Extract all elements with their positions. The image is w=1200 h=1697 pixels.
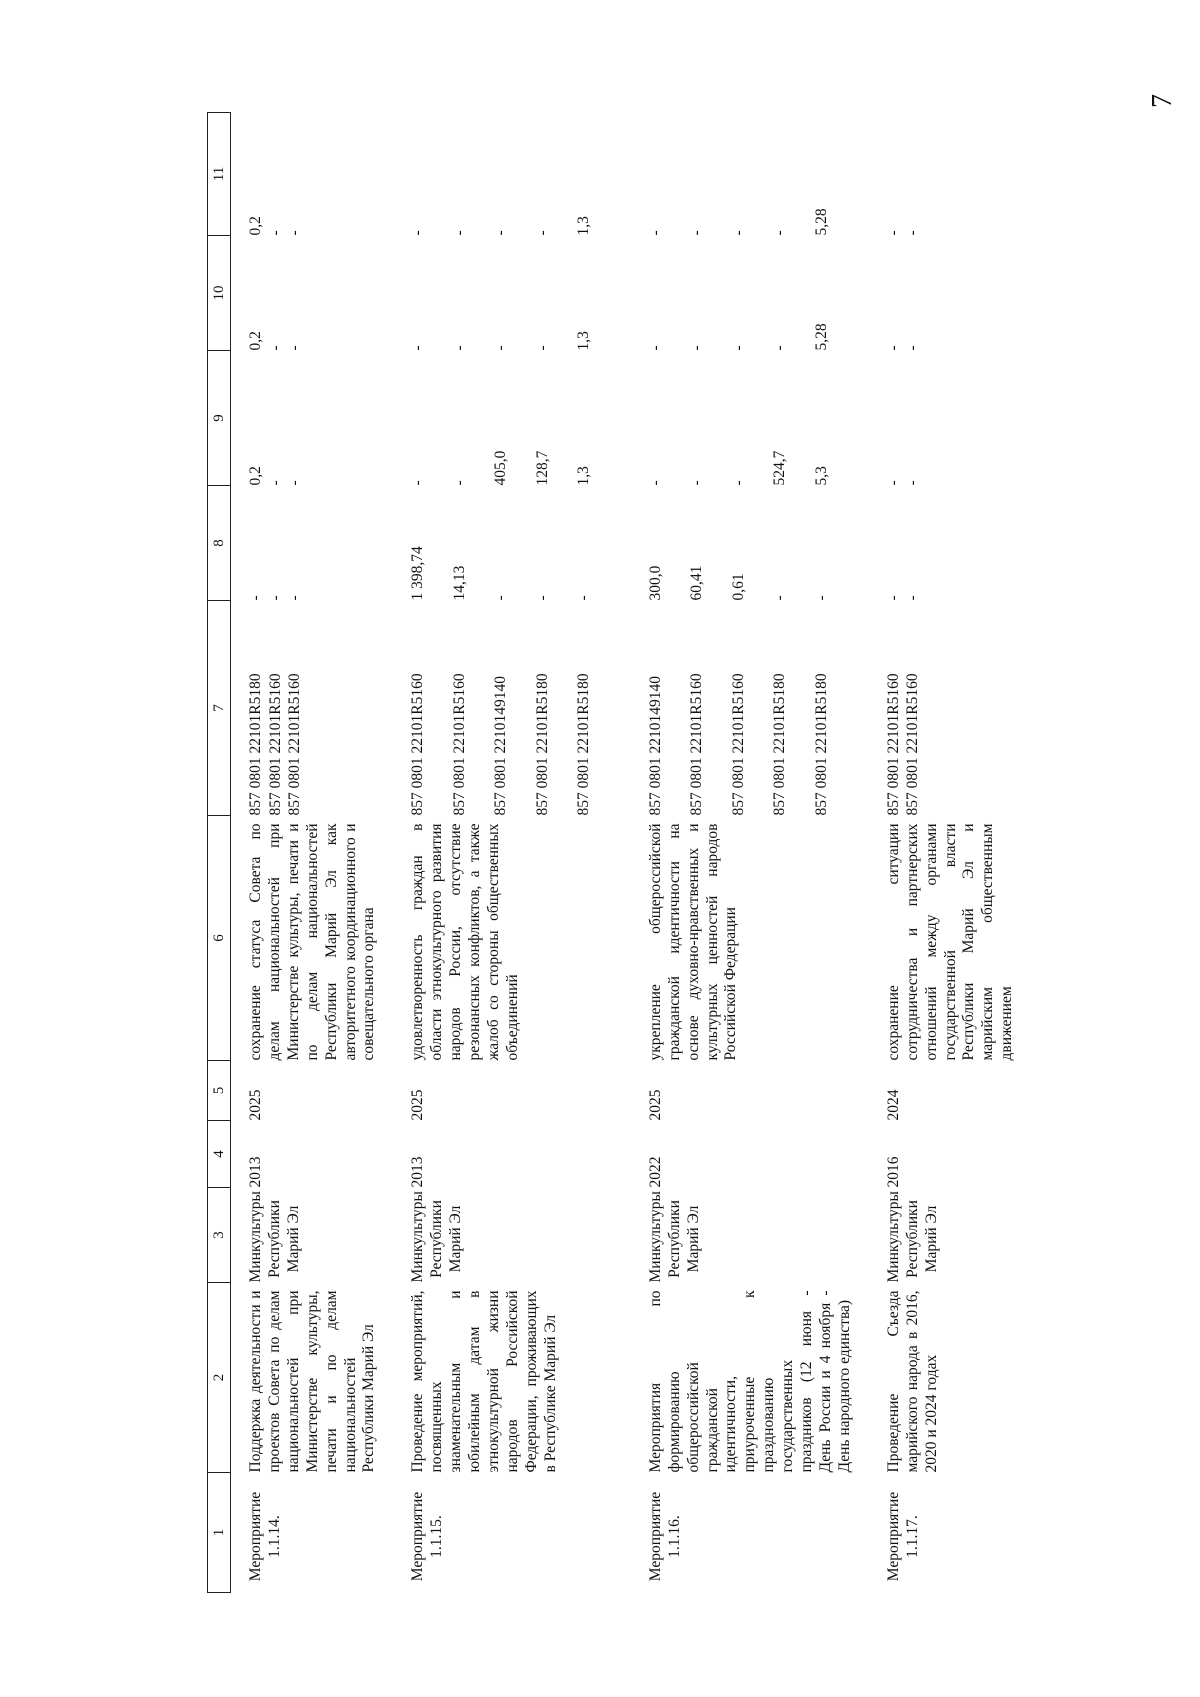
amount-col-8 [231,486,394,601]
budget-codes [869,601,1031,816]
amount-value: - [286,345,303,351]
budget-code: 857 0801 22101R5180 [247,673,264,816]
amount-value: - [729,480,747,486]
budget-code: 857 0801 22101R5160 [904,673,922,816]
col-header-3: 3 [208,1188,231,1283]
budget-code: 857 0801 22101R5180 [812,673,830,816]
budget-code: 857 0801 22101R5180 [771,673,789,816]
activity-name: Поддержка деятельности и проектов Совета по делам национальностей при Министерстве культуры, печати и по делам национальностей Республики Марий Эл [247,1290,378,1473]
amount-col-8 [393,486,631,601]
budget-codes [631,601,869,816]
activity-end-year: 2024 [884,1089,902,1121]
activity-executor: Минкультуры Республики Марий Эл [646,1191,702,1283]
amount-value: 5,28 [812,323,830,351]
amount-value: - [409,480,427,486]
amount-value: 300,0 [646,565,664,601]
amount-value: - [286,595,303,601]
amount-value: - [286,230,303,236]
amount-value: - [533,595,551,601]
amount-col-11 [393,113,631,236]
col-header-5: 5 [208,1061,231,1121]
activity-result: укрепление общероссийской гражданской идентичности на основе духовно-нравственных и культурных ценностей народов Российской Федерации [646,823,740,1061]
budget-code: 857 0801 22101R5160 [729,673,747,816]
amount-value: - [904,595,922,601]
amount-value: - [646,480,664,486]
col-header-6: 6 [208,816,231,1061]
activity-start-year: 2016 [884,1156,902,1188]
amount-value: - [688,480,706,486]
activity-executor: Минкультуры Республики Марий Эл [409,1191,465,1283]
amount-value: - [884,595,902,601]
amount-col-8 [869,486,1031,601]
amount-value: - [729,345,747,351]
amount-value: - [812,595,830,601]
amount-value: - [247,595,264,601]
amount-value: - [533,230,551,236]
amount-value: - [450,230,468,236]
activity-result: сохранение статуса Совета по делам национальностей при Министерстве культуры, печати и по делам национальностей Республики Марий Эл как авторитетного координационного и совещательного органа [247,823,378,1061]
activity-id: Мероприятие 1.1.14. [247,1491,283,1582]
activity-name: Мероприятия по формированию общероссийской гражданской идентичности, приуроченные к празднованию государственных праздников (12 июня - День России и 4 ноября - День народного единства) [646,1290,853,1473]
budget-code: 857 0801 2210149140 [492,676,510,816]
budget-code: 857 0801 22101R5160 [409,673,427,816]
amount-value: - [286,480,303,486]
amount-col-10 [631,236,869,351]
amount-value: 60,41 [688,565,706,601]
col-header-10: 10 [208,236,231,351]
amount-value: 0,2 [247,331,264,351]
amount-col-10 [869,236,1031,351]
budget-code: 857 0801 22101R5180 [575,673,593,816]
amount-value: 1,3 [575,216,593,236]
amount-col-11 [231,113,394,236]
amount-col-8 [631,486,869,601]
activity-result: удовлетворенность граждан в области этнокультурного развития народов России, отсутствие резонансных конфликтов, а также жалоб со стороны общественных объединений [409,823,521,1061]
activity-id: Мероприятие 1.1.17. [884,1491,921,1582]
table-row [869,113,1031,1593]
amount-value: - [450,480,468,486]
activity-executor: Минкультуры Республики Марий Эл [884,1191,940,1283]
amount-value: - [533,345,551,351]
amount-col-11 [869,113,1031,236]
amount-value: - [771,230,789,236]
col-header-2: 2 [208,1283,231,1473]
amount-value: - [884,480,902,486]
amount-value: - [688,345,706,351]
amount-value: 0,2 [247,466,264,486]
col-header-7: 7 [208,601,231,816]
budget-code: 857 0801 22101R5160 [286,673,303,816]
amount-value: 405,0 [492,450,510,486]
table-row [231,113,394,1593]
amount-value: - [266,230,284,236]
activity-result: сохранение ситуации сотрудничества и партнерских отношений между органами государственной власти Республики Марий Эл и марийским общественным движением [884,823,1016,1061]
amount-value: - [492,595,510,601]
amount-value: - [492,230,510,236]
amount-value: 524,7 [771,450,789,486]
amount-col-9 [231,351,394,486]
budget-code: 857 0801 22101R5160 [450,673,468,816]
amount-value: - [729,230,747,236]
amount-value: 128,7 [533,450,551,486]
activity-id: Мероприятие 1.1.15. [409,1491,446,1582]
program-activities-table [207,112,1031,1593]
amount-value: 0,2 [247,216,264,236]
amount-value: 1,3 [575,466,593,486]
budget-code: 857 0801 22101R5160 [688,673,706,816]
budget-code: 857 0801 2210149140 [646,676,664,816]
amount-value: - [771,595,789,601]
amount-value: - [771,345,789,351]
activity-id: Мероприятие 1.1.16. [646,1491,683,1582]
amount-col-11 [631,113,869,236]
activity-start-year: 2013 [409,1156,427,1188]
budget-code: 857 0801 22101R5160 [266,673,284,816]
amount-value: 14,13 [450,565,468,601]
amount-col-9 [631,351,869,486]
amount-value: 1 398,74 [409,546,427,601]
amount-value: - [646,230,664,236]
amount-col-9 [393,351,631,486]
amount-value: 0,61 [729,573,747,601]
activity-name: Проведение Съезда марийского народа в 2016, 2020 и 2024 годах [884,1290,940,1473]
amount-value: 5,3 [812,466,830,486]
amount-value: - [409,230,427,236]
amount-value: - [409,345,427,351]
activity-end-year: 2025 [247,1089,264,1121]
table-row [393,113,631,1593]
activity-name: Проведение мероприятий, посвященных знаменательным и юбилейным датам в этнокультурной жизни народов Российской Федерации, проживающих в Республике Марий Эл [409,1290,559,1473]
activity-executor: Минкультуры Республики Марий Эл [247,1191,302,1283]
col-header-1: 1 [208,1473,231,1593]
amount-value: - [266,345,284,351]
amount-col-10 [231,236,394,351]
amount-value: 5,28 [812,208,830,236]
budget-codes [393,601,631,816]
budget-code: 857 0801 22101R5180 [533,673,551,816]
amount-value: - [904,345,922,351]
amount-value: - [266,595,284,601]
col-header-9: 9 [208,351,231,486]
amount-value: - [884,345,902,351]
activity-start-year: 2022 [646,1156,664,1188]
amount-col-9 [869,351,1031,486]
amount-value: - [575,595,593,601]
amount-value: - [492,345,510,351]
activity-end-year: 2025 [646,1089,664,1121]
amount-value: - [450,345,468,351]
amount-value: - [904,230,922,236]
amount-value: - [266,480,284,486]
table-row [631,113,869,1593]
table-header-row [208,113,231,1593]
amount-value: - [646,345,664,351]
budget-codes [231,601,394,816]
col-header-8: 8 [208,486,231,601]
amount-col-10 [393,236,631,351]
activity-end-year: 2025 [409,1089,427,1121]
col-header-4: 4 [208,1121,231,1188]
col-header-11: 11 [208,113,231,236]
activity-start-year: 2013 [247,1156,264,1188]
page-number: 7 [1147,94,1178,108]
amount-value: - [904,480,922,486]
amount-value: 1,3 [575,331,593,351]
amount-value: - [884,230,902,236]
budget-code: 857 0801 22101R5160 [884,673,902,816]
amount-value: - [688,230,706,236]
